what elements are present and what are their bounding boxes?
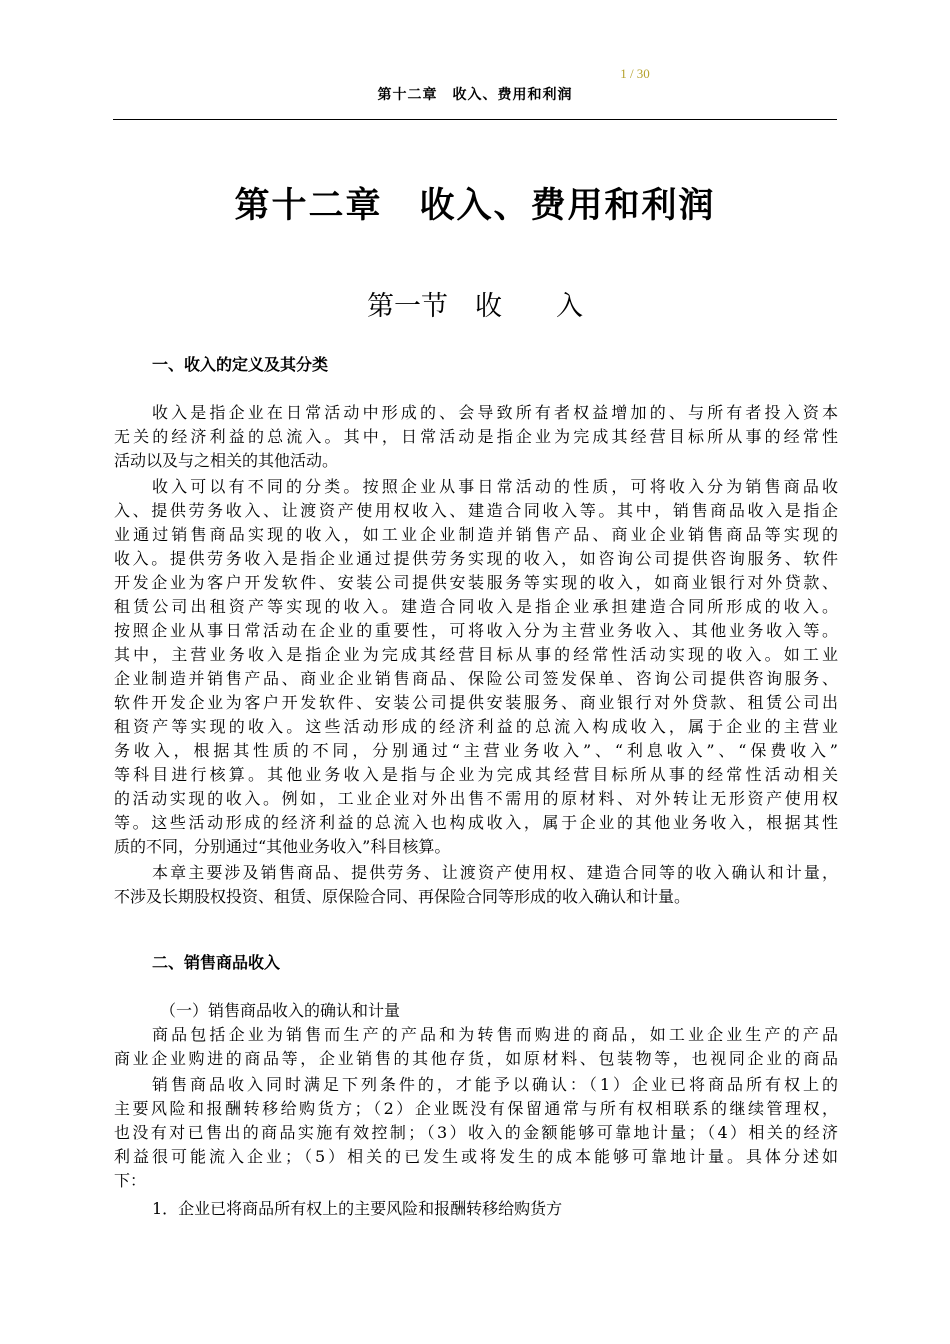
paragraph-line: 利益很可能流入企业；（5）相关的已发生或将发生的成本能够可靠地计量。具体分述如	[114, 1147, 838, 1166]
paragraph-line: 收入可以有不同的分类。按照企业从事日常活动的性质，可将收入分为销售商品收	[152, 477, 838, 496]
paragraph-line: 开发企业为客户开发软件、安装公司提供安装服务等实现的收入，如商业银行对外贷款、	[114, 573, 838, 592]
paragraph-line: 等科目进行核算。其他业务收入是指与企业为完成其经营目标所从事的经常性活动相关	[114, 765, 838, 784]
paragraph-line: 商品包括企业为销售而生产的产品和为转售而购进的商品，如工业企业生产的产品	[152, 1025, 838, 1044]
paragraph-line: 商业企业购进的商品等，企业销售的其他存货，如原材料、包装物等，也视同企业的商品	[114, 1049, 838, 1068]
paragraph-line: 质的不同，分别通过“其他业务收入”科目核算。	[114, 837, 451, 856]
section-title: 第一节 收 入	[367, 291, 583, 322]
paragraph-line: 1．企业已将商品所有权上的主要风险和报酬转移给购货方	[152, 1199, 563, 1218]
paragraph-line: 也没有对已售出的商品实施有效控制；（3）收入的金额能够可靠地计量；（4）相关的经济	[114, 1123, 838, 1142]
paragraph-line: 租赁公司出租资产等实现的收入。建造合同收入是指企业承担建造合同所形成的收入。	[114, 597, 838, 616]
paragraph-line: 企业制造并销售产品、商业企业销售商品、保险公司签发保单、咨询公司提供咨询服务、	[114, 669, 838, 688]
page-number: 1 / 30	[620, 66, 650, 81]
header-divider	[113, 119, 837, 120]
paragraph-line: 软件开发企业为客户开发软件、安装公司提供安装服务、商业银行对外贷款、租赁公司出	[114, 693, 838, 712]
paragraph-line: 其中，主营业务收入是指企业为完成其经营目标从事的经常性活动实现的收入。如工业	[114, 645, 838, 664]
chapter-title: 第十二章 收入、费用和利润	[234, 186, 716, 226]
paragraph-line: 收入是指企业在日常活动中形成的、会导致所有者权益增加的、与所有者投入资本	[152, 403, 838, 422]
paragraph-line: 业通过销售商品实现的收入，如工业企业制造并销售产品、商业企业销售商品等实现的	[114, 525, 838, 544]
paragraph-line: 的活动实现的收入。例如，工业企业对外出售不需用的原材料、对外转让无形资产使用权	[114, 789, 838, 808]
paragraph-line: 活动以及与之相关的其他活动。	[114, 451, 339, 470]
paragraph-line: 收入。提供劳务收入是指企业通过提供劳务实现的收入，如咨询公司提供咨询服务、软件	[114, 549, 838, 568]
paragraph-line: 下：	[114, 1171, 147, 1190]
paragraph-line: 入、提供劳务收入、让渡资产使用权收入、建造合同收入等。其中，销售商品收入是指企	[114, 501, 838, 520]
paragraph-line: 按照企业从事日常活动在企业的重要性，可将收入分为主营业务收入、其他业务收入等。	[114, 621, 838, 640]
heading-sales-revenue: 二、销售商品收入	[152, 953, 281, 972]
running-header: 第十二章 收入、费用和利润	[377, 87, 573, 103]
heading-definition: 一、收入的定义及其分类	[152, 355, 329, 374]
paragraph-line: 租资产等实现的收入。这些活动形成的经济利益的总流入构成收入，属于企业的主营业	[114, 717, 838, 736]
paragraph-line: 无关的经济利益的总流入。其中，日常活动是指企业为完成其经营目标所从事的经常性	[114, 427, 838, 446]
paragraph-line: 等。这些活动形成的经济利益的总流入也构成收入，属于企业的其他业务收入，根据其性	[114, 813, 838, 832]
paragraph-line: 本章主要涉及销售商品、提供劳务、让渡资产使用权、建造合同等的收入确认和计量，	[152, 863, 838, 882]
sub-heading: （一）销售商品收入的确认和计量	[160, 1001, 401, 1020]
paragraph-line: 务收入，根据其性质的不同，分别通过“主营业务收入”、“利息收入”、“保费收入”	[114, 741, 838, 760]
paragraph-line: 主要风险和报酬转移给购货方；（2）企业既没有保留通常与所有权相联系的继续管理权，	[114, 1099, 838, 1118]
paragraph-line: 不涉及长期股权投资、租赁、原保险合同、再保险合同等形成的收入确认和计量。	[114, 887, 691, 906]
paragraph-line: 销售商品收入同时满足下列条件的，才能予以确认：（1）企业已将商品所有权上的	[152, 1075, 838, 1094]
